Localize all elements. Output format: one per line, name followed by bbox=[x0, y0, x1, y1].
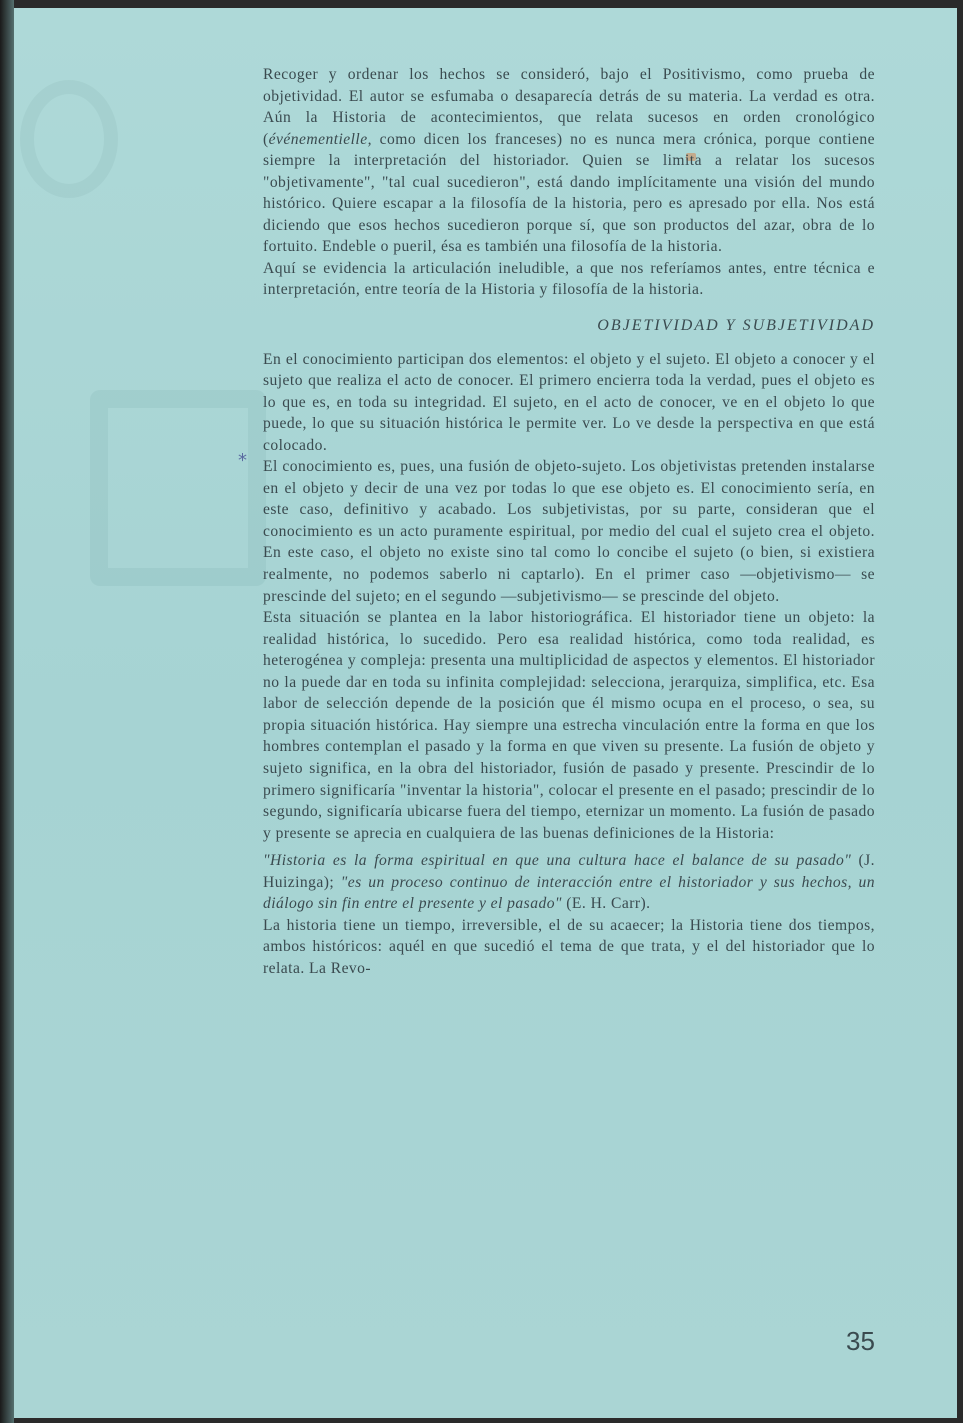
bleed-through-shape bbox=[20, 80, 118, 198]
page-edge bbox=[0, 0, 14, 1423]
quotation: "Historia es la forma espiritual en que una cultura hace el balance de su pasado" (J. Huizinga); "es un proceso continuo de interacción entre el historiador y sus hechos, un diálogo sin fin entre el presente y el pasado" (E. H. Carr). bbox=[263, 852, 876, 913]
section-heading: OBJETIVIDAD Y SUBJETIVIDAD bbox=[597, 317, 875, 335]
paragraph: Esta situación se plantea en la labor historiográfica. El historiador tiene un objeto: la realidad histórica, lo sucedido. Pero esa realidad histórica, como toda realidad, es heterogénea y compleja: presenta una multiplicidad de aspectos y elementos. El historiador no la puede dar en toda su infinita complejidad: selecciona, jerarquiza, simplifica, etc. Esa labor de selección depende de la posición que él mismo ocupa en el proceso, o sea, su propia situación histórica. Hay siempre una estrecha vinculación entre la forma en que los hombres contemplan el pasado y la forma en que viven su presente. La fusión de objeto y sujeto significa, en la obra del historiador, fusión de pasado y presente. Prescindir de lo primero significaría "inventar la historia", colocar el presente en el pasado; prescindir de lo segundo, significaría ubicarse fuera del tiempo, eternizar un momento. La fusión de pasado y presente se aprecia en cualquiera de las buenas definiciones de la Historia: bbox=[263, 609, 875, 842]
quote-huizinga: "Historia es la forma espiritual en que una cultura hace el balance de su pasado" bbox=[263, 852, 852, 870]
paragraph: El conocimiento es, pues, una fusión de objeto-sujeto. Los objetivistas pretenden instalarse en el objeto y decir de una vez por todas lo que ese objeto es. El conocimiento sería, en este caso, definitivo y acabado. Los subjetivistas, por su parte, consideran que el conocimiento es un acto puramente espiritual, por medio del cual el sujeto crea el objeto. En este caso, el objeto no existe sino tal como lo concibe el sujeto (o bien, si existiera realmente, no podemos saberlo ni captarlo). En el primer caso —objetivismo— se prescinde del sujeto; en el segundo —subjetivismo— se prescinde del objeto. bbox=[263, 458, 875, 605]
bleed-through-shape bbox=[90, 390, 266, 586]
paragraph: Aquí se evidencia la articulación ineludible, a que nos referíamos antes, entre técnica e interpretación, entre teoría de la Historia y filosofía de la historia. bbox=[263, 259, 875, 299]
paragraph: La historia tiene un tiempo, irreversible, el de su acaecer; la Historia tiene dos tiempos, ambos históricos: aquél en que sucedió el tema de que trata, y el del historiador que lo relata. La Revo- bbox=[263, 916, 875, 977]
margin-asterisk: * bbox=[238, 450, 247, 471]
page-number: 35 bbox=[846, 1326, 875, 1356]
paragraph: En el conocimiento participan dos elementos: el objeto y el sujeto. El objeto a conocer y el sujeto que realiza el acto de conocer. El primero encierra toda la verdad, pues el objeto es lo que es, en toda su integridad. El sujeto, en el acto de conocer, ve en el objeto lo que puede, lo que su situación histórica le permite ver. Lo ve desde la perspectiva en que está colocado. bbox=[263, 350, 875, 454]
page-text bbox=[263, 64, 875, 979]
paragraph: Recoger y ordenar los hechos se consideró, bajo el Positivismo, como prueba de objetividad. El autor se esfumaba o desaparecía detrás de su materia. La verdad es otra. Aún la Historia de acontecimientos, que relata sucesos en orden cronológico (événementielle, como dicen los franceses) no es nunca mera crónica, porque contiene siempre la interpretación del historiador. Quien se limita a relatar los sucesos "objetivamente", "tal cual sucedieron", está dando implícitamente una visión del mundo histórico. Quiere escapar a la filosofía de la historia, pero es apresado por ella. Nos está diciendo que esos hechos sucedieron porque sí, que son productos del azar, obra de lo fortuito. Endeble o pueril, ésa es también una filosofía de la historia. bbox=[263, 66, 875, 256]
quote-carr: "es un proceso continuo de interacción entre el historiador y sus hechos, un diálogo sin fin entre el presente y el pasado" bbox=[263, 873, 875, 913]
